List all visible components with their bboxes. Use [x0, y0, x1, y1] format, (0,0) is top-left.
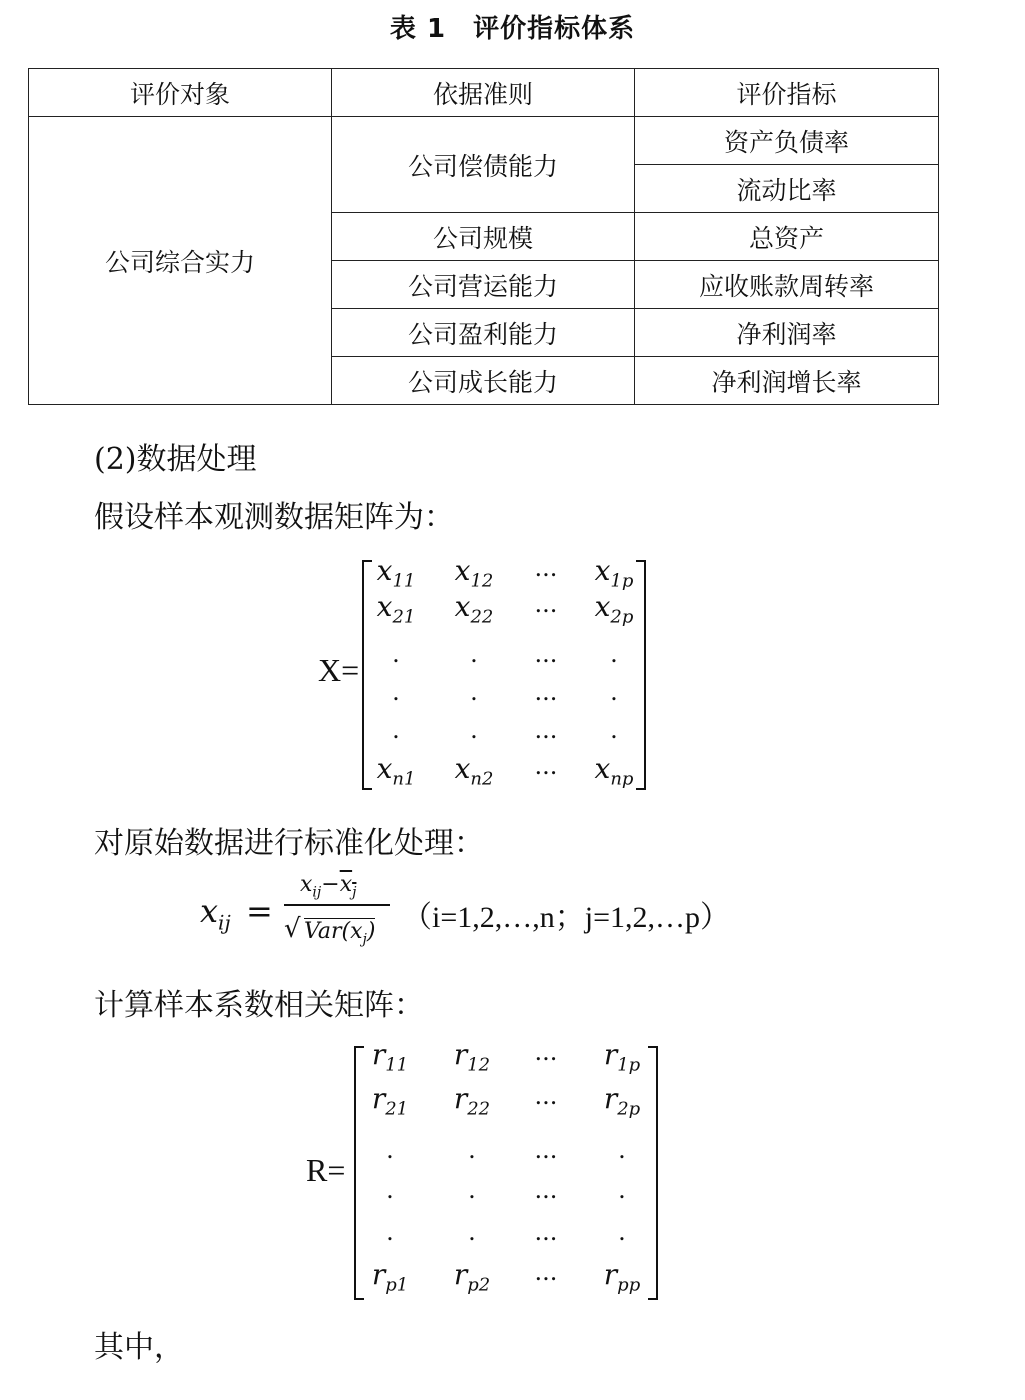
- paragraph-standardize: 对原始数据进行标准化处理：: [94, 826, 484, 861]
- matrix-entry: .: [386, 1176, 394, 1204]
- matrix-entry: [432, 1038, 512, 1076]
- formula-denominator: [304, 918, 375, 947]
- matrix-entry: .: [386, 1136, 394, 1164]
- matrix-entry-symbol: r: [453, 1038, 468, 1071]
- table-caption: 表 1 评价指标体系: [389, 14, 636, 44]
- matrix-entry-subscript: pp: [617, 1274, 641, 1296]
- matrix-entry: .: [610, 716, 618, 744]
- paragraph-assume: 假设样本观测数据矩阵为：: [94, 500, 454, 535]
- matrix-entry-symbol: r: [453, 1258, 468, 1291]
- indicator-cell: 总资产: [635, 213, 939, 261]
- matrix-entry: .: [468, 1136, 476, 1164]
- matrix-entry-symbol: x: [376, 554, 393, 587]
- fraction-bar: [284, 904, 390, 906]
- matrix-entry: .: [392, 640, 400, 668]
- matrix-entry-subscript: 1p: [617, 1054, 641, 1076]
- matrix-entry-symbol: r: [603, 1258, 618, 1291]
- criterion-cell: 公司成长能力: [332, 357, 635, 405]
- header-cell: 评价对象: [29, 69, 332, 117]
- matrix-entry-subscript: np: [610, 768, 634, 790]
- matrix-entry: .: [470, 716, 478, 744]
- matrix-entry: .: [470, 640, 478, 668]
- matrix-entry: .: [468, 1218, 476, 1246]
- matrix-entry-symbol: r: [603, 1082, 618, 1115]
- sqrt-sign-icon: √: [284, 914, 301, 944]
- matrix-entry: .: [618, 1136, 626, 1164]
- formula-equals: =: [246, 892, 273, 930]
- matrix-entry-symbol: r: [371, 1082, 386, 1115]
- matrix-entry-subscript: n2: [470, 768, 494, 790]
- formula-lhs: [200, 892, 231, 934]
- matrix-entry-subscript: 2p: [610, 606, 634, 628]
- matrix-entry-subscript: 11: [385, 1054, 409, 1076]
- matrix-entry: ...: [534, 640, 558, 668]
- matrix-entry: [356, 590, 436, 628]
- formula-lhs-symbol: x: [200, 892, 219, 930]
- matrix-entry: ...: [534, 1176, 558, 1204]
- paragraph-where: 其中，: [94, 1330, 184, 1365]
- matrix-entry-subscript: p1: [385, 1274, 409, 1296]
- matrix-entry: .: [470, 678, 478, 706]
- matrix-entry-subscript: p2: [467, 1274, 491, 1296]
- header-cell: 评价指标: [635, 69, 939, 117]
- matrix-entry: [432, 1082, 512, 1120]
- matrix-entry-subscript: 12: [467, 1054, 491, 1076]
- matrix-entry: ...: [534, 590, 558, 618]
- matrix-entry: [350, 1258, 430, 1296]
- matrix-entry: ...: [534, 678, 558, 706]
- matrix-entry-symbol: x: [376, 752, 393, 785]
- matrix-entry: ...: [534, 752, 558, 780]
- matrix-entry-subscript: 22: [467, 1098, 491, 1120]
- indicator-cell: 净利润增长率: [635, 357, 939, 405]
- section-heading: (2)数据处理: [94, 442, 257, 477]
- matrix-entry: .: [386, 1218, 394, 1246]
- formula-numerator: [300, 872, 356, 900]
- matrix-entry: [582, 1082, 662, 1120]
- mean-subscript: j: [352, 884, 357, 901]
- matrix-entry: .: [618, 1176, 626, 1204]
- matrix-entry-symbol: x: [454, 554, 471, 587]
- matrix-entry: .: [610, 640, 618, 668]
- matrix-entry: [582, 1258, 662, 1296]
- matrix-entry: .: [392, 716, 400, 744]
- matrix-entry-symbol: r: [371, 1038, 386, 1071]
- matrix-entry: [432, 1258, 512, 1296]
- matrix-entry: [582, 1038, 662, 1076]
- matrix-entry: .: [392, 678, 400, 706]
- formula-condition: （i=1,2,…,n；j=1,2,…p）: [402, 901, 731, 934]
- matrix-entry: ...: [534, 1082, 558, 1110]
- matrix-entry: ...: [534, 1218, 558, 1246]
- matrix-entry-symbol: x: [454, 752, 471, 785]
- indicator-cell: 净利润率: [635, 309, 939, 357]
- matrix-entry-symbol: x: [376, 590, 393, 623]
- table-header-row: [29, 69, 939, 117]
- matrix-entry: ...: [534, 1038, 558, 1066]
- matrix-entry-symbol: x: [594, 590, 611, 623]
- denominator-subscript: j: [362, 931, 367, 948]
- matrix-entry-subscript: 12: [470, 570, 494, 592]
- matrix-entry-subscript: 21: [385, 1098, 409, 1120]
- matrix-entry: ...: [534, 554, 558, 582]
- matrix-entry-symbol: x: [594, 554, 611, 587]
- matrix-entry: .: [610, 678, 618, 706]
- formula-lhs-subscript: ij: [218, 910, 231, 935]
- matrix-entry-subscript: 21: [392, 606, 416, 628]
- table-row: [29, 117, 939, 165]
- matrix-entry: [350, 1082, 430, 1120]
- matrix-entry: [434, 752, 514, 790]
- criterion-cell: 公司规模: [332, 213, 635, 261]
- criterion-cell: 公司偿债能力: [332, 117, 635, 213]
- numerator-symbol: x: [300, 872, 313, 897]
- numerator-minus: −: [321, 872, 340, 897]
- matrix-entry: ...: [534, 1258, 558, 1286]
- matrix-entry: [434, 554, 514, 592]
- matrix-entry-subscript: n1: [392, 768, 416, 790]
- numerator-mean: [339, 872, 357, 901]
- indicator-cell: 流动比率: [635, 165, 939, 213]
- matrix-entry-symbol: x: [594, 752, 611, 785]
- matrix-entry: .: [618, 1218, 626, 1246]
- paragraph-correlation: 计算样本系数相关矩阵：: [94, 988, 424, 1023]
- criterion-cell: 公司营运能力: [332, 261, 635, 309]
- matrix-entry: [574, 554, 654, 592]
- matrix-entry: ...: [534, 716, 558, 744]
- matrix-entry-subscript: 22: [470, 606, 494, 628]
- matrix-entry-symbol: r: [371, 1258, 386, 1291]
- matrix-entry: [356, 752, 436, 790]
- matrix-entry-symbol: r: [603, 1038, 618, 1071]
- numerator-subscript: ij: [312, 884, 322, 901]
- matrix-r-label: R=: [306, 1152, 346, 1188]
- matrix-entry: [356, 554, 436, 592]
- matrix-entry-subscript: 11: [392, 570, 416, 592]
- indicator-cell: 应收账款周转率: [635, 261, 939, 309]
- indicator-table: [28, 68, 939, 405]
- denominator-close: ): [366, 919, 376, 944]
- matrix-entry: [574, 590, 654, 628]
- header-cell: 依据准则: [332, 69, 635, 117]
- matrix-entry-subscript: 2p: [617, 1098, 641, 1120]
- matrix-entry: ...: [534, 1136, 558, 1164]
- matrix-entry: .: [468, 1176, 476, 1204]
- indicator-cell: 资产负债率: [635, 117, 939, 165]
- matrix-entry-subscript: 1p: [610, 570, 634, 592]
- mean-symbol: x: [339, 872, 353, 897]
- matrix-entry: [574, 752, 654, 790]
- matrix-entry-symbol: r: [453, 1082, 468, 1115]
- matrix-entry-symbol: x: [454, 590, 471, 623]
- denominator-text: Var(x: [304, 919, 363, 944]
- matrix-entry: [434, 590, 514, 628]
- matrix-x-label: X=: [318, 652, 360, 688]
- criterion-cell: 公司盈利能力: [332, 309, 635, 357]
- evaluation-object-cell: 公司综合实力: [29, 117, 332, 405]
- matrix-entry: [350, 1038, 430, 1076]
